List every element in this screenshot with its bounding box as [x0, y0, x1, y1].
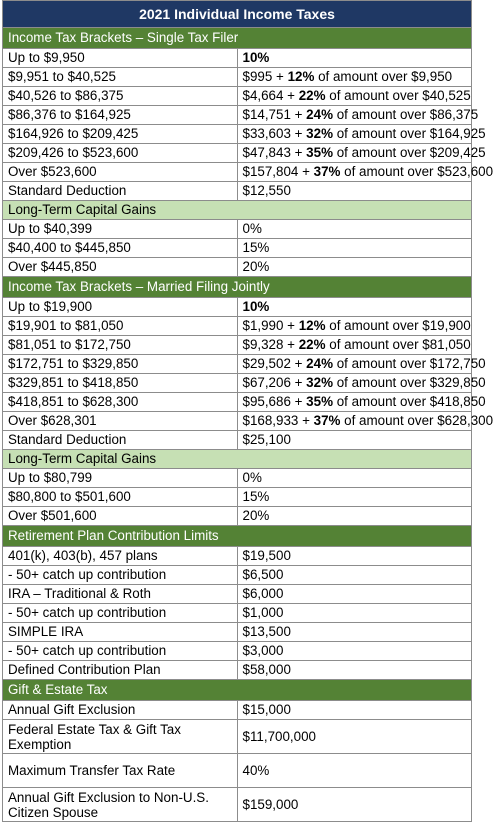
bracket-range: $40,526 to $86,375 [3, 87, 238, 106]
bracket-range: $418,851 to $628,300 [3, 393, 238, 412]
bracket-rest: of amount over $81,050 [325, 337, 471, 352]
retirement-row [3, 642, 472, 661]
single-capital-gains-header-label: Long-Term Capital Gains [3, 201, 472, 220]
row-value: 0% [237, 220, 472, 239]
bracket-formula [237, 106, 479, 125]
gift-section-header-label: Gift & Estate Tax [3, 680, 472, 701]
bracket-base: $29,502 + [242, 356, 307, 371]
row-value: 0% [237, 469, 472, 488]
bracket-range: Up to $19,900 [3, 298, 238, 317]
capital-gains-row [3, 507, 472, 526]
row-label: Maximum Transfer Tax Rate [3, 754, 238, 788]
bracket-rate: 22% [298, 88, 326, 103]
bracket-rest: of amount over $164,925 [332, 126, 486, 141]
row-value: $13,500 [237, 623, 472, 642]
bracket-rate: 37% [313, 164, 341, 179]
bracket-row [3, 393, 472, 412]
capital-gains-row [3, 488, 472, 507]
bracket-formula [237, 336, 472, 355]
joint-section-header-label: Income Tax Brackets – Married Filing Jointly [3, 277, 472, 298]
retirement-section-header-label: Retirement Plan Contribution Limits [3, 526, 472, 547]
bracket-rate: 24% [306, 356, 333, 371]
bracket-range: Over $628,301 [3, 412, 238, 431]
capital-gains-row [3, 220, 472, 239]
bracket-row [3, 68, 472, 87]
bracket-base: $33,603 + [242, 126, 307, 141]
bracket-formula [237, 125, 486, 144]
bracket-row [3, 144, 472, 163]
row-label: Standard Deduction [3, 431, 238, 450]
row-label: 401(k), 403(b), 457 plans [3, 547, 238, 566]
bracket-rest: of amount over $418,850 [332, 394, 486, 409]
retirement-row [3, 547, 472, 566]
bracket-base: $9,328 + [242, 337, 299, 352]
row-label: Up to $80,799 [3, 469, 238, 488]
bracket-rate: 32% [306, 126, 333, 141]
bracket-rate: 35% [306, 145, 333, 160]
bracket-formula [237, 374, 486, 393]
capital-gains-row [3, 469, 472, 488]
row-label: - 50+ catch up contribution [3, 566, 238, 585]
row-value: 15% [237, 239, 472, 258]
bracket-range: $329,851 to $418,850 [3, 374, 238, 393]
row-value: 20% [237, 258, 472, 277]
bracket-base: $1,990 + [242, 318, 299, 333]
bracket-row [3, 125, 472, 144]
retirement-row [3, 604, 472, 623]
bracket-range: $164,926 to $209,425 [3, 125, 238, 144]
bracket-rate: 37% [313, 413, 341, 428]
row-value: $3,000 [237, 642, 472, 661]
bracket-formula [237, 355, 486, 374]
row-label: Standard Deduction [3, 182, 238, 201]
capital-gains-row [3, 239, 472, 258]
bracket-rate: 32% [306, 375, 333, 390]
bracket-base: $95,686 + [242, 394, 307, 409]
bracket-range: Over $523,600 [3, 163, 238, 182]
standard-deduction-row [3, 182, 472, 201]
bracket-rest: of amount over $19,900 [325, 318, 471, 333]
row-label: Annual Gift Exclusion to Non-U.S. Citizen Spouse [3, 788, 238, 822]
bracket-row [3, 336, 472, 355]
row-value: $11,700,000 [237, 720, 472, 754]
row-value: 40% [237, 754, 472, 788]
row-value: $19,500 [237, 547, 472, 566]
retirement-section-header [3, 526, 472, 547]
bracket-formula [237, 68, 472, 87]
bracket-rate: 12% [287, 69, 315, 84]
bracket-row [3, 412, 472, 431]
table-title: 2021 Individual Income Taxes [3, 1, 472, 28]
bracket-rate: 10% [242, 299, 270, 314]
bracket-row [3, 374, 472, 393]
row-label: $80,800 to $501,600 [3, 488, 238, 507]
row-value: 15% [237, 488, 472, 507]
title-row [3, 1, 472, 28]
row-label: - 50+ catch up contribution [3, 604, 238, 623]
bracket-rest: of amount over $523,600 [340, 164, 493, 179]
single-section-header-label: Income Tax Brackets – Single Tax Filer [3, 28, 472, 49]
bracket-range: $209,426 to $523,600 [3, 144, 238, 163]
row-value: $15,000 [237, 701, 472, 720]
bracket-rest: of amount over $209,425 [332, 145, 486, 160]
row-value: $1,000 [237, 604, 472, 623]
row-value: $25,100 [237, 431, 472, 450]
bracket-rate: 12% [298, 318, 326, 333]
bracket-rate: 10% [242, 50, 270, 65]
row-label: - 50+ catch up contribution [3, 642, 238, 661]
tax-table-body [3, 1, 493, 822]
joint-capital-gains-header [3, 450, 472, 469]
standard-deduction-row [3, 431, 472, 450]
row-value: $159,000 [237, 788, 472, 822]
bracket-rate: 35% [306, 394, 333, 409]
bracket-rate: 24% [306, 107, 333, 122]
bracket-base: $47,843 + [242, 145, 307, 160]
bracket-row [3, 163, 472, 182]
bracket-rest: of amount over $86,375 [332, 107, 479, 122]
bracket-range: $172,751 to $329,850 [3, 355, 238, 374]
bracket-formula [237, 49, 472, 68]
joint-capital-gains-header-label: Long-Term Capital Gains [3, 450, 472, 469]
row-label: Up to $40,399 [3, 220, 238, 239]
retirement-row [3, 661, 472, 680]
row-value: $6,000 [237, 585, 472, 604]
bracket-formula [237, 317, 472, 336]
bracket-base: $4,664 + [242, 88, 299, 103]
gift-section-header [3, 680, 472, 701]
bracket-rest: of amount over $9,950 [314, 69, 453, 84]
bracket-row [3, 106, 472, 125]
bracket-range: Up to $9,950 [3, 49, 238, 68]
single-capital-gains-header [3, 201, 472, 220]
bracket-range: $19,901 to $81,050 [3, 317, 238, 336]
bracket-formula [237, 144, 486, 163]
gift-row [3, 754, 472, 788]
bracket-formula [237, 163, 493, 182]
bracket-range: $9,951 to $40,525 [3, 68, 238, 87]
bracket-row [3, 355, 472, 374]
row-label: Annual Gift Exclusion [3, 701, 238, 720]
bracket-range: $86,376 to $164,925 [3, 106, 238, 125]
capital-gains-row [3, 258, 472, 277]
bracket-row [3, 317, 472, 336]
bracket-base: $157,804 + [242, 164, 314, 179]
gift-row [3, 701, 472, 720]
bracket-rest: of amount over $40,525 [325, 88, 471, 103]
row-value: $6,500 [237, 566, 472, 585]
gift-row [3, 788, 472, 822]
bracket-range: $81,051 to $172,750 [3, 336, 238, 355]
bracket-formula [237, 393, 486, 412]
retirement-row [3, 566, 472, 585]
bracket-base: $67,206 + [242, 375, 307, 390]
joint-section-header [3, 277, 472, 298]
bracket-rest: of amount over $329,850 [332, 375, 486, 390]
row-label: $40,400 to $445,850 [3, 239, 238, 258]
row-label: IRA – Traditional & Roth [3, 585, 238, 604]
bracket-formula [237, 412, 493, 431]
tax-table [2, 0, 493, 822]
bracket-formula [237, 87, 472, 106]
row-value: 20% [237, 507, 472, 526]
row-value: $12,550 [237, 182, 472, 201]
bracket-row [3, 298, 472, 317]
bracket-row [3, 49, 472, 68]
single-section-header [3, 28, 472, 49]
bracket-base: $168,933 + [242, 413, 314, 428]
bracket-row [3, 87, 472, 106]
bracket-rest: of amount over $628,300 [340, 413, 493, 428]
retirement-row [3, 623, 472, 642]
row-label: Over $445,850 [3, 258, 238, 277]
gift-row [3, 720, 472, 754]
retirement-row [3, 585, 472, 604]
row-value: $58,000 [237, 661, 472, 680]
row-label: Defined Contribution Plan [3, 661, 238, 680]
bracket-rest: of amount over $172,750 [332, 356, 486, 371]
bracket-base: $995 + [242, 69, 288, 84]
row-label: SIMPLE IRA [3, 623, 238, 642]
bracket-formula [237, 298, 472, 317]
row-label: Over $501,600 [3, 507, 238, 526]
row-label: Federal Estate Tax & Gift Tax Exemption [3, 720, 238, 754]
bracket-base: $14,751 + [242, 107, 307, 122]
bracket-rate: 22% [298, 337, 326, 352]
